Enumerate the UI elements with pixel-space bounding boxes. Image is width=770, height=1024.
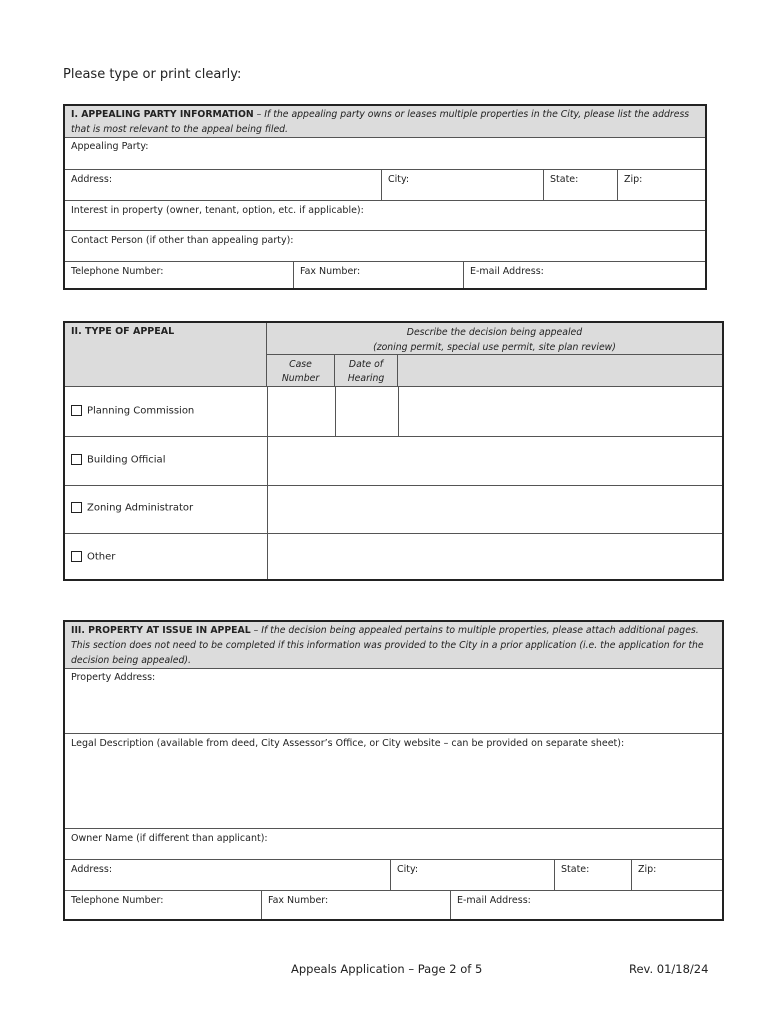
- email-field[interactable]: [463, 262, 705, 288]
- appealing-party-field[interactable]: [65, 138, 705, 169]
- option-other[interactable]: [65, 551, 267, 563]
- case-number-label: Case Number: [281, 359, 320, 384]
- owner-phone-row: [65, 890, 722, 919]
- contact-label: Contact Person (if other than appealing party):: [71, 235, 294, 246]
- decision-description-field[interactable]: [399, 388, 722, 435]
- interest-field[interactable]: [65, 200, 705, 231]
- property-address-label: Property Address:: [71, 672, 156, 683]
- checkbox[interactable]: [71, 502, 82, 513]
- legal-description-field[interactable]: [65, 733, 722, 829]
- page-footer: Appeals Application – Page 2 of 5: [291, 962, 483, 976]
- date-of-hearing-label: Date of Hearing: [347, 359, 385, 384]
- state-field[interactable]: [543, 170, 617, 201]
- describe-line2: (zoning permit, special use permit, site plan review): [373, 342, 616, 353]
- interest-label: Interest in property (owner, tenant, option, etc. if applicable):: [71, 205, 364, 216]
- fax-label: Fax Number:: [268, 895, 329, 906]
- owner-name-label: Owner Name (if different than applicant):: [71, 833, 268, 844]
- city-label: City:: [397, 864, 419, 875]
- option-label: Other: [87, 551, 116, 563]
- state-label: State:: [561, 864, 590, 875]
- revision-date: Rev. 01/18/24: [629, 962, 709, 976]
- city-field[interactable]: [381, 170, 543, 201]
- checkbox[interactable]: [71, 551, 82, 562]
- date-of-hearing-header: [335, 355, 398, 387]
- option-label: Planning Commission: [87, 405, 195, 417]
- owner-email-field[interactable]: [450, 891, 722, 919]
- fax-field[interactable]: [293, 262, 463, 288]
- owner-address-field[interactable]: [65, 860, 390, 891]
- owner-city-field[interactable]: [390, 860, 554, 891]
- owner-name-field[interactable]: [65, 828, 722, 860]
- zoning-administrator-description-field[interactable]: [268, 486, 722, 532]
- contact-field[interactable]: [65, 230, 705, 262]
- telephone-label: Telephone Number:: [71, 266, 164, 277]
- telephone-field[interactable]: [65, 262, 293, 288]
- owner-address-row: [65, 859, 722, 891]
- owner-telephone-field[interactable]: [65, 891, 261, 919]
- date-of-hearing-field[interactable]: [336, 388, 397, 435]
- section-property-at-issue: [63, 620, 724, 921]
- city-label: City:: [388, 174, 410, 185]
- zip-label: Zip:: [638, 864, 657, 875]
- section-header: [65, 106, 705, 138]
- type-of-appeal-title: II. TYPE OF APPEAL: [65, 323, 267, 387]
- owner-state-field[interactable]: [554, 860, 631, 891]
- property-address-field[interactable]: [65, 669, 722, 733]
- fax-label: Fax Number:: [300, 266, 361, 277]
- option-label: Building Official: [87, 454, 166, 466]
- address-label: Address:: [71, 174, 113, 185]
- email-label: E-mail Address:: [457, 895, 531, 906]
- option-zoning-administrator[interactable]: [65, 502, 267, 514]
- owner-fax-field[interactable]: [261, 891, 450, 919]
- option-building-official[interactable]: [65, 454, 267, 466]
- describe-subheader: [398, 355, 722, 387]
- owner-zip-field[interactable]: [631, 860, 722, 891]
- section-note: – If the decision being appealed pertains to multiple properties, please attach additional pages. This section does not need to be completed if this information was provided to the City in a prior application (i.e. the application for the decision being appealed).: [71, 625, 704, 666]
- appealing-party-label: Appealing Party:: [71, 141, 149, 152]
- address-row: [65, 169, 705, 201]
- section-header: [65, 622, 722, 669]
- case-number-field[interactable]: [268, 388, 334, 435]
- building-official-description-field[interactable]: [268, 437, 722, 484]
- section-type-of-appeal: [63, 321, 724, 581]
- email-label: E-mail Address:: [470, 266, 544, 277]
- section-title: III. PROPERTY AT ISSUE IN APPEAL: [71, 625, 251, 636]
- zip-label: Zip:: [624, 174, 643, 185]
- address-label: Address:: [71, 864, 113, 875]
- instruction-text: Please type or print clearly:: [63, 67, 242, 82]
- other-description-field[interactable]: [268, 534, 722, 579]
- option-planning-commission[interactable]: [65, 405, 267, 417]
- phone-row: [65, 261, 705, 288]
- option-label: Zoning Administrator: [87, 502, 194, 514]
- checkbox[interactable]: [71, 405, 82, 416]
- telephone-label: Telephone Number:: [71, 895, 164, 906]
- checkbox[interactable]: [71, 454, 82, 465]
- describe-line1: Describe the decision being appealed: [406, 327, 583, 338]
- section-appealing-party: [63, 104, 707, 290]
- case-number-header: [267, 355, 335, 387]
- zip-field[interactable]: [617, 170, 705, 201]
- section-note: – If the appealing party owns or leases multiple properties in the City, please list the address that is most relevant to the appeal being filed.: [71, 109, 690, 135]
- address-field[interactable]: [65, 170, 381, 201]
- section-title: I. APPEALING PARTY INFORMATION: [71, 109, 254, 120]
- state-label: State:: [550, 174, 579, 185]
- describe-header: [267, 323, 722, 355]
- legal-description-label: Legal Description (available from deed, City Assessor’s Office, or City website – can be provided on separate sheet):: [71, 738, 625, 749]
